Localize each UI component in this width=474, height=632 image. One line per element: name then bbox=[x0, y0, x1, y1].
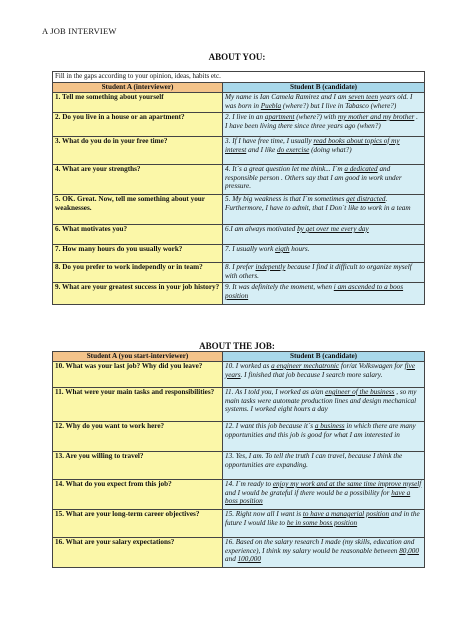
question-cell: 7. How many hours do you usually work? bbox=[53, 245, 223, 263]
answer-cell bbox=[223, 113, 425, 137]
answer-text: hours. bbox=[289, 245, 310, 253]
table-row bbox=[53, 225, 425, 245]
answer-text: 16. Based on the salary research I made (my skills, education and experience), I think my salary would be reasonable between bbox=[225, 538, 415, 555]
filled-gap: eigth bbox=[275, 245, 290, 253]
answer-text: 3. If I have free time, I usually bbox=[225, 137, 314, 145]
answer-cell bbox=[223, 388, 425, 422]
answer-text: for/at Volkswagen for bbox=[339, 362, 405, 370]
table-row bbox=[53, 113, 425, 137]
question-cell: 11. What were your main tasks and responsibilities? bbox=[53, 388, 223, 422]
table-row bbox=[53, 93, 425, 113]
answer-cell bbox=[223, 480, 425, 510]
question-cell: 16. What are your salary expectations? bbox=[53, 538, 223, 568]
answer-text: 15. Right now all I want is bbox=[225, 510, 303, 518]
question-cell: 13. Are you willing to travel? bbox=[53, 452, 223, 480]
answer-text: and I would be grateful if there would be a possibility for bbox=[225, 488, 392, 497]
filled-gap: five years bbox=[225, 362, 415, 379]
filled-gap: by get over me every day bbox=[297, 225, 369, 233]
filled-gap: get distracted bbox=[346, 195, 386, 203]
answer-text: 6.I am always motivated bbox=[225, 225, 298, 233]
answer-text: 7. I usually work bbox=[225, 245, 276, 253]
filled-gap: a dedicated bbox=[344, 165, 378, 173]
answer-cell bbox=[223, 538, 425, 568]
table-row bbox=[53, 263, 425, 283]
answer-text: (where?) with bbox=[294, 113, 338, 121]
answer-text: and I like bbox=[246, 145, 278, 154]
answer-cell bbox=[223, 165, 425, 195]
question-cell: 15. What are your long-term career objectives? bbox=[53, 510, 223, 538]
question-cell: 8. Do you prefer to work independly or in team? bbox=[53, 263, 223, 283]
answer-text: 11. As I told you, I worked as a/an bbox=[225, 388, 326, 396]
question-cell: 10. What was your last job? Why did you leave? bbox=[53, 362, 223, 388]
answer-cell bbox=[223, 195, 425, 225]
answer-text: 9. It was definitely the moment, when bbox=[225, 283, 334, 291]
answer-text: , so my main tasks were automate production lines and design mechanical systems. I worked eight hours a day bbox=[225, 388, 417, 414]
header-student-b: Student B (candidate) bbox=[223, 352, 425, 362]
filled-gap: Puebla bbox=[260, 101, 282, 110]
filled-gap: do exercise bbox=[277, 145, 310, 154]
filled-gap: be in some boss position bbox=[286, 518, 358, 527]
table-row bbox=[53, 452, 425, 480]
answer-text: and responsible person . Others say that I am good in work under pressure. bbox=[225, 165, 402, 191]
answer-cell bbox=[223, 510, 425, 538]
filled-gap: a business bbox=[314, 422, 345, 430]
question-cell: 1. Tell me something about yourself bbox=[53, 93, 223, 113]
table-row bbox=[53, 195, 425, 225]
filled-gap: 80,000 bbox=[399, 546, 419, 555]
answer-cell bbox=[223, 283, 425, 305]
table-row bbox=[53, 510, 425, 538]
table-row bbox=[53, 538, 425, 568]
filled-gap: engineer of the business bbox=[325, 388, 395, 396]
answer-cell bbox=[223, 225, 425, 245]
answer-text: 4. It´s a great question let me think... I´m bbox=[225, 165, 345, 173]
section-title-about-you: ABOUT YOU: bbox=[208, 52, 266, 62]
answer-text: 8. I prefer bbox=[225, 263, 256, 271]
answer-cell bbox=[223, 245, 425, 263]
table-row bbox=[53, 362, 425, 388]
answer-text: My name is Ian Camela Ramirez and I am bbox=[225, 93, 349, 101]
answer-text: . I have been living there since three years ago (when?) bbox=[225, 113, 418, 130]
table-row bbox=[53, 388, 425, 422]
table-row bbox=[53, 283, 425, 305]
table-row bbox=[53, 480, 425, 510]
answer-text: 12. I want this job because it´s bbox=[225, 422, 315, 430]
header-student-a: Student A (interviewer) bbox=[53, 83, 223, 93]
answer-cell bbox=[223, 93, 425, 113]
filled-gap: a engineer mechatronic bbox=[271, 362, 340, 370]
question-cell: 12. Why do you want to work here? bbox=[53, 422, 223, 452]
document-title: A JOB INTERVIEW bbox=[42, 26, 117, 36]
answer-text: and in the future I would like to bbox=[225, 510, 420, 527]
answer-text: 13. Yes, I am. To tell the truth I can travel, because I think the opportunities are expanding. bbox=[225, 452, 403, 469]
filled-gap: to have a managerial position bbox=[302, 510, 390, 518]
filled-gap: enjoy my work and at the same time improve myself bbox=[272, 480, 422, 488]
answer-text: (doing what?) bbox=[309, 145, 352, 154]
answer-text: 14. I´m ready to bbox=[225, 480, 273, 488]
filled-gap: apartment bbox=[264, 113, 295, 121]
filled-gap: read books about topics of my interest bbox=[225, 137, 400, 154]
question-cell: 5. OK. Great. Now, tell me something about your weaknesses. bbox=[53, 195, 223, 225]
answer-cell bbox=[223, 452, 425, 480]
answer-text: and bbox=[225, 555, 238, 564]
answer-text: years old. I was born in bbox=[225, 93, 413, 110]
filled-gap: have a boss position bbox=[225, 488, 411, 506]
answer-text: in which there are many opportunities and this job is good for what I am interested in bbox=[225, 422, 416, 439]
filled-gap: indepently bbox=[255, 263, 286, 271]
filled-gap: seven teen bbox=[348, 93, 379, 101]
answer-cell bbox=[223, 137, 425, 165]
table-row bbox=[53, 137, 425, 165]
answer-text: 10. I worked as bbox=[225, 362, 272, 370]
question-cell: 4. What are your strengths? bbox=[53, 165, 223, 195]
answer-cell bbox=[223, 263, 425, 283]
instructions: Fill in the gaps according to your opinion, ideas, habits etc. bbox=[53, 72, 425, 83]
answer-cell bbox=[223, 362, 425, 388]
answer-text: . I finished that job because I search more salary. bbox=[240, 370, 383, 379]
answer-text: . Furthermore, I have to admit, that I Don´t like to work in a team bbox=[225, 195, 411, 212]
table-row bbox=[53, 165, 425, 195]
question-cell: 3. What do you do in your free time? bbox=[53, 137, 223, 165]
filled-gap: 100,000 bbox=[237, 555, 261, 564]
answer-text: (where?) but I live in Tabasco (where?) bbox=[281, 101, 397, 110]
about-the-job-table bbox=[52, 351, 425, 568]
header-student-b: Student B (candidate) bbox=[223, 83, 425, 93]
answer-text: 2. I live in an bbox=[225, 113, 265, 121]
header-student-a: Student A (you start-interviewer) bbox=[53, 352, 223, 362]
question-cell: 6. What motivates you? bbox=[53, 225, 223, 245]
about-you-table bbox=[52, 71, 425, 305]
table-row bbox=[53, 245, 425, 263]
filled-gap: i am ascended to a boos position bbox=[225, 283, 404, 300]
question-cell: 14. What do you expect from this job? bbox=[53, 480, 223, 510]
filled-gap: my mother and my brother bbox=[337, 113, 415, 121]
question-cell: 9. What are your greatest success in your job history? bbox=[53, 283, 223, 305]
section-title-about-the-job: ABOUT THE JOB: bbox=[199, 341, 275, 351]
table-row bbox=[53, 422, 425, 452]
answer-text: 5. My big weakness is that I´m sometimes bbox=[225, 195, 347, 203]
answer-text: because I find it difficult to organize myself with others. bbox=[225, 263, 412, 280]
question-cell: 2. Do you live in a house or an apartment? bbox=[53, 113, 223, 137]
answer-cell bbox=[223, 422, 425, 452]
